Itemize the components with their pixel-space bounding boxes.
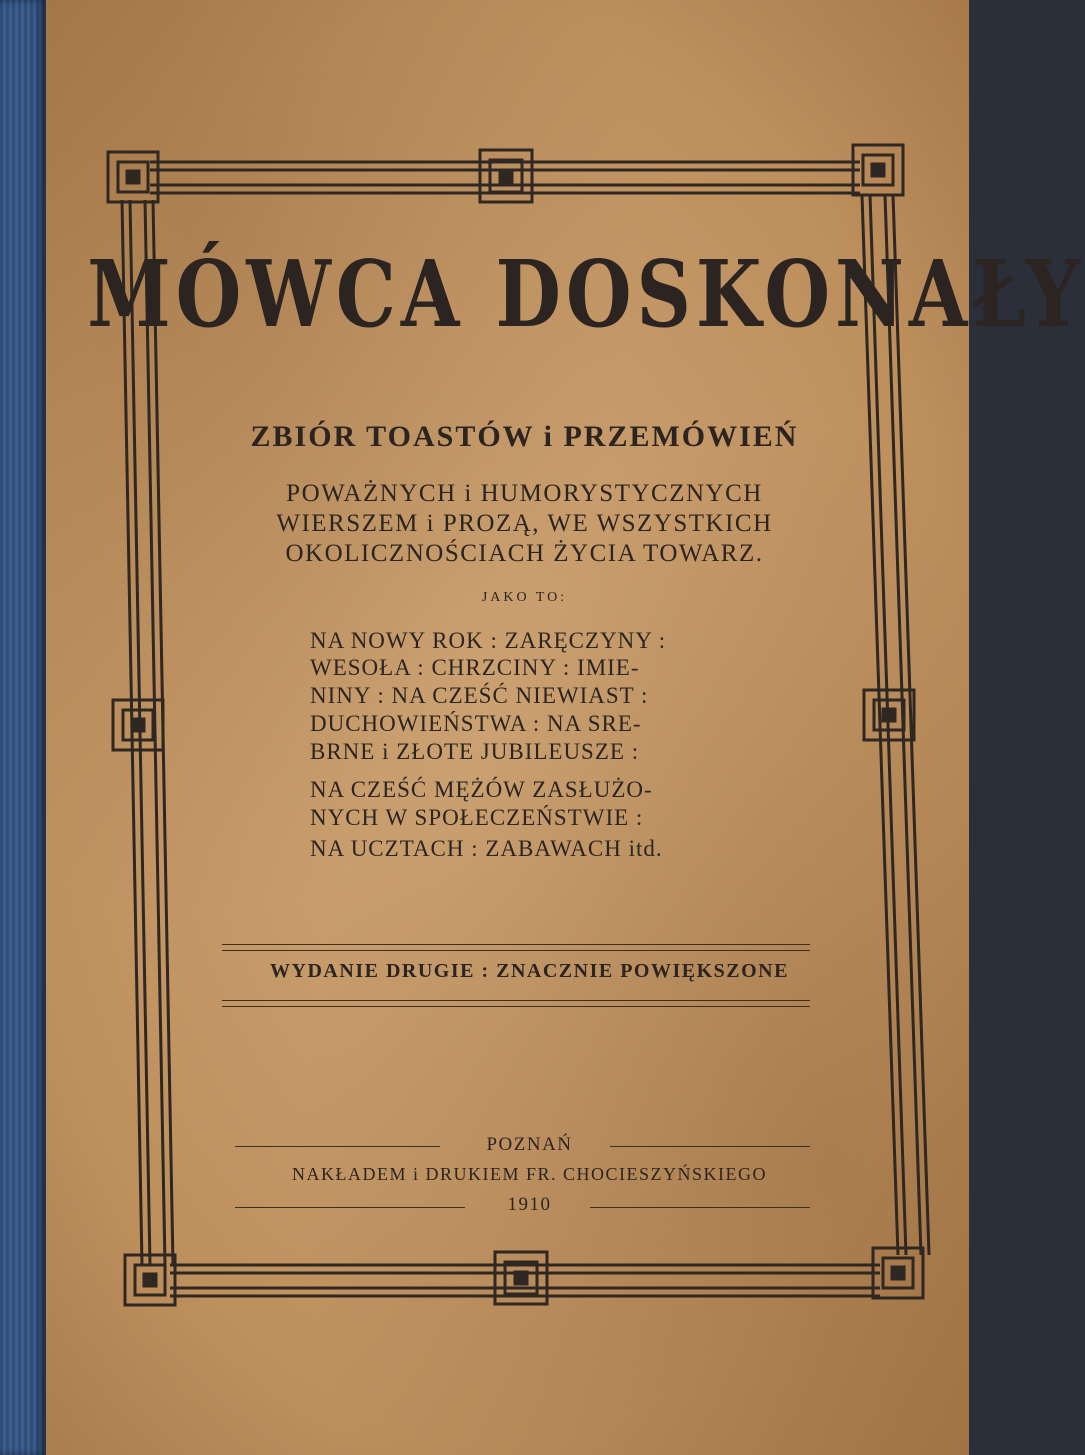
description-line: WIERSZEM i PROZĄ, WE WSZYSTKICH <box>276 510 773 537</box>
book-title: MÓWCA DOSKONAŁY <box>87 240 1085 348</box>
occasion-line: WESOŁA : CHRZCINY : IMIE- <box>310 655 640 680</box>
occasion-line: NA UCZTACH : ZABAWACH itd. <box>310 836 663 861</box>
divider-rule <box>222 1006 810 1007</box>
occasion-line: DUCHOWIEŃSTWA : NA SRE- <box>310 711 642 736</box>
divider-rule <box>222 950 810 951</box>
occasion-line: BRNE i ZŁOTE JUBILEUSZE : <box>310 739 640 764</box>
occasion-line: NYCH W SPOŁECZEŃSTWIE : <box>310 805 644 830</box>
divider-rule <box>610 1146 810 1147</box>
occasion-line: NA CZEŚĆ MĘŻÓW ZASŁUŻO- <box>310 777 653 802</box>
divider-rule <box>222 944 810 945</box>
publication-place: POZNAŃ <box>486 1134 573 1155</box>
description-line: POWAŻNYCH i HUMORYSTYCZNYCH <box>286 480 763 507</box>
description-line: OKOLICZNOŚCIACH ŻYCIA TOWARZ. <box>285 540 764 567</box>
publisher-line: NAKŁADEM i DRUKIEM FR. CHOCIESZYŃSKIEGO <box>291 1164 767 1184</box>
divider-rule <box>222 1000 810 1001</box>
edition-note: WYDANIE DRUGIE : ZNACZNIE POWIĘKSZONE <box>270 960 789 982</box>
occasion-line: NA NOWY ROK : ZARĘCZYNY : <box>310 628 667 653</box>
jako-to-label: JAKO TO: <box>481 590 568 605</box>
occasion-line: NINY : NA CZEŚĆ NIEWIAST : <box>310 683 649 708</box>
book-subtitle: ZBIÓR TOASTÓW i PRZEMÓWIEŃ <box>250 420 799 453</box>
divider-rule <box>590 1207 810 1208</box>
publication-year: 1910 <box>507 1194 552 1215</box>
